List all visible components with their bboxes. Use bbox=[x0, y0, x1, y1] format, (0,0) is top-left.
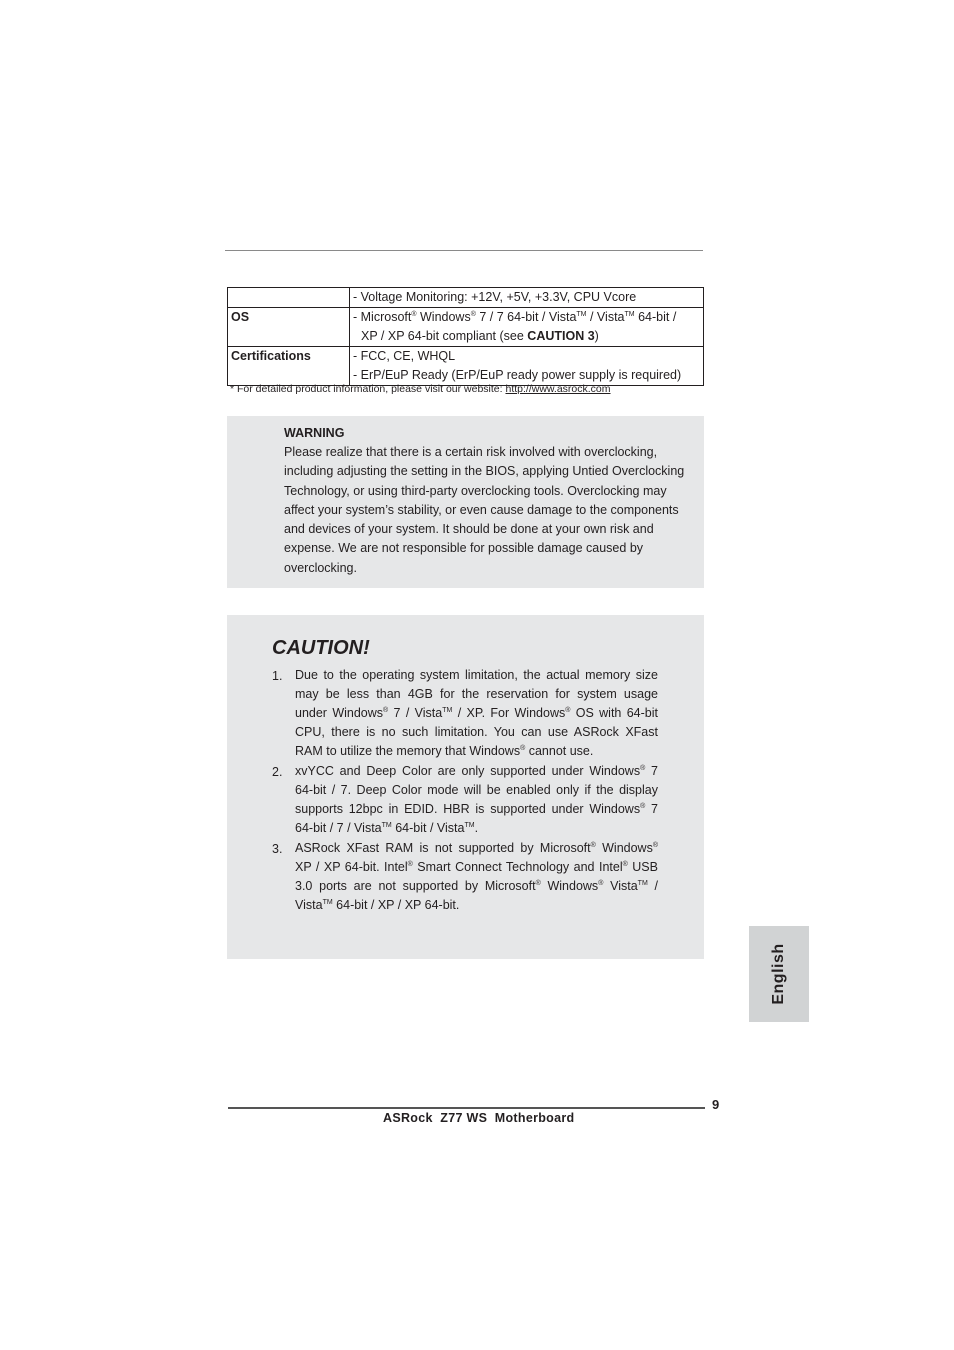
spec-value: - FCC, CE, WHQL - ErP/EuP Ready (ErP/EuP ready power supply is required) bbox=[350, 347, 704, 386]
caution-line: RAM to utilize the memory that Windows® cannot use. bbox=[295, 744, 594, 758]
page-number: 9 bbox=[712, 1097, 720, 1112]
caution-line: 64-bit / 7. Deep Color mode will be enabled only if the display bbox=[295, 783, 658, 797]
spec-value: - Voltage Monitoring: +12V, +5V, +3.3V, CPU Vcore bbox=[350, 288, 704, 308]
caution-line: CPU, there is no such limitation. You can use ASRock XFast bbox=[295, 725, 658, 739]
footnote: * For detailed product information, please visit our website: http://www.asrock.com bbox=[230, 383, 611, 395]
caution-line: under Windows® 7 / Vista™ / XP. For Windows® OS with 64-bit bbox=[295, 706, 658, 720]
table-row bbox=[228, 308, 704, 347]
caution-line: ASRock XFast RAM is not supported by Microsoft® Windows® bbox=[295, 841, 658, 855]
list-number: 2. bbox=[272, 765, 283, 779]
list-number: 1. bbox=[272, 669, 283, 683]
spec-label: OS bbox=[228, 308, 350, 347]
caution-line: XP / XP 64-bit. Intel® Smart Connect Technology and Intel® USB bbox=[295, 860, 658, 874]
language-tab bbox=[749, 926, 809, 1022]
bottom-rule bbox=[228, 1107, 705, 1109]
warning-text: Please realize that there is a certain risk involved with overclocking, including adjusting the setting in the BIOS, applying Untied Overclocking Technology, or using third-party overclocking tools. Overclocking may affect your system’s stability, or even cause damage to the components and devices of your system. It should be done at your own risk and expense. We are not responsible for possible damage caused by overclocking. bbox=[284, 445, 685, 575]
caution-line: 3.0 ports are not supported by Microsoft® Windows® Vista™ / bbox=[295, 879, 658, 893]
website-link[interactable]: http://www.asrock.com bbox=[505, 383, 611, 395]
footer-title: ASRock Z77 WS Motherboard bbox=[383, 1111, 575, 1125]
caution-line: Due to the operating system limitation, the actual memory size bbox=[295, 668, 658, 682]
spec-label bbox=[228, 288, 350, 308]
language-tab-label: English bbox=[770, 943, 787, 1005]
caution-line: may be less than 4GB for the reservation for system usage bbox=[295, 687, 658, 701]
caution-line: Vista™ 64-bit / XP / XP 64-bit. bbox=[295, 898, 460, 912]
table-row bbox=[228, 288, 704, 308]
caution-line: 64-bit / 7 / Vista™ 64-bit / Vista™. bbox=[295, 821, 479, 835]
top-rule bbox=[225, 250, 703, 251]
spec-label: Certifications bbox=[228, 347, 350, 386]
caution-line: supports 12bpc in EDID. HBR is supported under Windows® 7 bbox=[295, 802, 658, 816]
caution-title: CAUTION! bbox=[272, 637, 370, 659]
table-row bbox=[228, 347, 704, 386]
spec-table bbox=[227, 287, 704, 386]
warning-title: WARNING bbox=[284, 426, 345, 440]
spec-value: - Microsoft® Windows® 7 / 7 64-bit / Vista™ / Vista™ 64-bit / XP / XP 64-bit compliant (see CAUTION 3) bbox=[350, 308, 704, 347]
caution-line: xvYCC and Deep Color are only supported under Windows® 7 bbox=[295, 764, 658, 778]
list-number: 3. bbox=[272, 842, 283, 856]
